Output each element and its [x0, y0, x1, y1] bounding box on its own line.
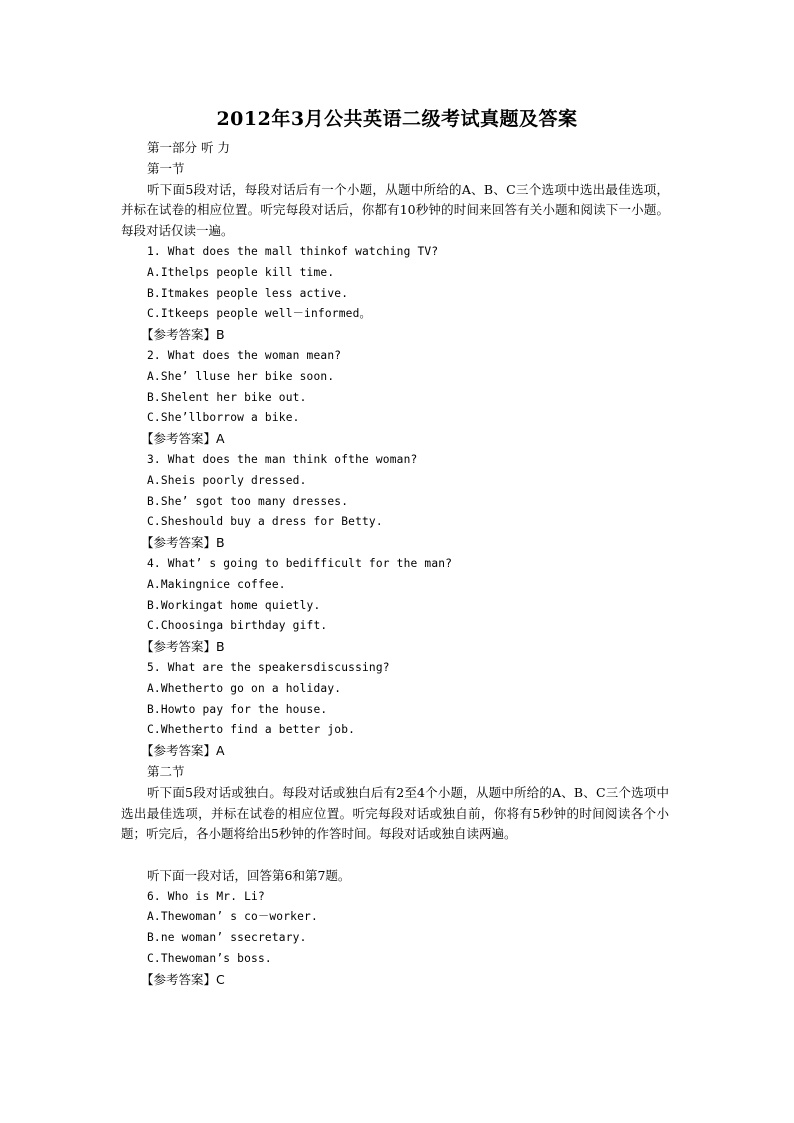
question-text: 1. What does the mall thinkof watching TV?: [147, 244, 439, 258]
section-instructions: 听下面5段对话，每段对话后有一个小题，从题中所给的A、B、C三个选项中选出最佳选项，并标在试卷的相应位置。听完每段对话后，你都有10秒钟的时间来回答有关小题和阅读下一小题。每段对话仅读一遍。: [121, 181, 669, 239]
option-b: B.She’ sgot too many dresses.: [147, 494, 349, 508]
answer-key: 【参考答案】C: [141, 971, 225, 987]
option-b: B.ne woman’ ssecretary.: [147, 931, 307, 945]
question-text: 3. What does the man think ofthe woman?: [147, 452, 418, 466]
document-body: [121, 138, 669, 991]
option-b: B.Shelent her bike out.: [147, 390, 307, 404]
option-a: A.Sheis poorly dressed.: [147, 473, 307, 487]
question-text: 4. What’ s going to bedifficult for the man?: [147, 556, 453, 570]
section-instructions: 听下面5段对话或独白。每段对话或独白后有2至4个小题，从题中所给的A、B、C三个选项中选出最佳选项，并标在试卷的相应位置。听完每段对话或独自前，你将有5秒钟的时间阅读各个小题；听完后，各小题将给出5秒钟的作答时间。每段对话或独自读两遍。: [121, 784, 669, 842]
option-a: A.Thewoman’ s co－worker.: [147, 910, 318, 924]
option-c: C.Whetherto find a better job.: [147, 723, 356, 737]
question-text: 2. What does the woman mean?: [147, 348, 342, 362]
answer-key: 【参考答案】B: [141, 327, 225, 343]
question-text: 5. What are the speakersdiscussing?: [147, 660, 390, 674]
option-a: A.Makingnice coffee.: [147, 577, 286, 591]
option-c: C.Thewoman’s boss.: [147, 952, 272, 966]
question-text: 6. Who is Mr. Li?: [147, 889, 265, 903]
option-a: A.She’ lluse her bike soon.: [147, 369, 335, 383]
option-c: C.Sheshould buy a dress for Betty.: [147, 515, 383, 529]
option-c: C.She’llborrow a bike.: [147, 411, 300, 425]
section-heading: 第一节: [147, 160, 185, 176]
option-b: B.Workingat home quietly.: [147, 598, 321, 612]
answer-key: 【参考答案】B: [141, 535, 225, 551]
option-c: C.Choosinga birthday gift.: [147, 619, 328, 633]
document-title: 2012年3月公共英语二级考试真题及答案: [216, 108, 578, 130]
answer-key: 【参考答案】B: [141, 639, 225, 655]
section-heading: 第二节: [147, 763, 185, 779]
part-heading: 第一部分 听 力: [147, 140, 230, 155]
option-a: A.Whetherto go on a holiday.: [147, 681, 342, 695]
option-c: C.Itkeeps people well－informed。: [147, 307, 371, 321]
answer-key: 【参考答案】A: [141, 743, 225, 759]
option-a: A.Ithelps people kill time.: [147, 265, 335, 279]
dialogue-intro: 听下面一段对话，回答第6和第7题。: [147, 867, 351, 883]
answer-key: 【参考答案】A: [141, 431, 225, 447]
option-b: B.Itmakes people less active.: [147, 286, 349, 300]
option-b: B.Howto pay for the house.: [147, 702, 328, 716]
